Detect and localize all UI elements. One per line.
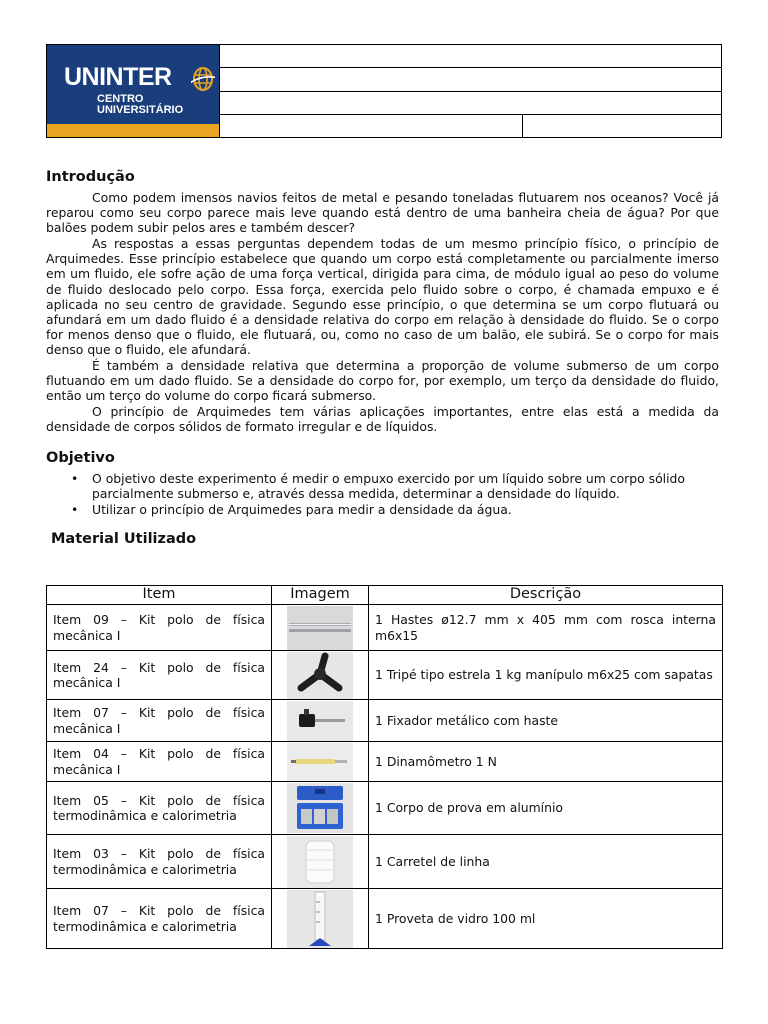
clamp-photo-icon [287, 701, 353, 741]
intro-title: Introdução [46, 169, 135, 185]
image-cell [272, 835, 369, 889]
header-field-3[interactable] [220, 92, 721, 115]
col-header-item: Item [47, 586, 272, 605]
intro-paragraph-3: É também a densidade relativa que determina a proporção de volume submerso de um corpo flutuando em um dado fluido. Se a densidade do corpo for, por exemplo, um terço da densidade do fluido, então um terço do volume do corpo ficará submerso. [46, 358, 719, 404]
item-cell: Item 05 – Kit polo de física termodinâmica e calorimetria [47, 782, 272, 835]
item-cell: Item 03 – Kit polo de física termodinâmica e calorimetria [47, 835, 272, 889]
description-cell: 1 Carretel de linha [369, 835, 723, 889]
image-cell [272, 700, 369, 742]
table-row [47, 700, 723, 742]
logo-sub-centro: CENTRO [97, 93, 144, 105]
description-cell: 1 Dinamômetro 1 N [369, 742, 723, 782]
table-row [47, 742, 723, 782]
header-table [46, 44, 722, 138]
uninter-logo [47, 45, 220, 137]
intro-paragraph-2: As respostas a essas perguntas dependem todas de um mesmo princípio físico, o princípio de Arquimedes. Esse princípio estabelece que quando um corpo está completamente ou parcialmente imerso em um fluido, ele sofre ação de uma força vertical, dirigida para cima, de módulo igual ao peso do volume de fluido deslocado pelo corpo. Essa força, exercida pelo fluido sobre o corpo, é chamada empuxo e é aplicada no seu centro de gravidade. Segundo esse princípio, o que determina se um corpo flutuará ou afundará em um dado fluido é a densidade relativa do corpo em relação à densidade do fluido. Se o corpo for menos denso que o fluido, ele flutuará, ou, como no caso de um balão, ele subirá. Se o corpo for mais denso que o fluido, ele afundará. [46, 236, 719, 358]
item-cell: Item 04 – Kit polo de física mecânica I [47, 742, 272, 782]
aluminum-box-photo-icon [287, 783, 353, 833]
description-cell: 1 Tripé tipo estrela 1 kg manípulo m6x25 com sapatas [369, 651, 723, 700]
objective-item: • Utilizar o princípio de Arquimedes para medir a densidade da água. [71, 502, 512, 518]
image-cell [272, 605, 369, 651]
globe-icon [191, 64, 215, 94]
image-cell [272, 889, 369, 949]
bullet-icon: • [71, 471, 79, 486]
description-cell: 1 Fixador metálico com haste [369, 700, 723, 742]
bullet-icon: • [71, 502, 79, 518]
logo-text: UNINTER [64, 63, 172, 91]
item-cell: Item 09 – Kit polo de física mecânica I [47, 605, 272, 651]
intro-paragraph-1: Como podem imensos navios feitos de metal e pesando toneladas flutuarem nos oceanos? Você já reparou como seu corpo parece mais leve quando está dentro de uma banheira cheia de água? Por que balões podem subir pelos ares e também descer? [46, 190, 719, 236]
thread-spool-photo-icon [287, 836, 353, 888]
header-field-4 [220, 115, 721, 137]
header-field-4a[interactable] [220, 115, 523, 137]
graduated-cylinder-photo-icon [287, 890, 353, 948]
header-field-1[interactable] [220, 45, 721, 68]
header-info-cells [220, 45, 721, 137]
image-cell [272, 651, 369, 700]
table-row [47, 651, 723, 700]
table-row [47, 835, 723, 889]
image-cell [272, 782, 369, 835]
item-cell: Item 07 – Kit polo de física termodinâmica e calorimetria [47, 889, 272, 949]
materials-table [46, 585, 723, 949]
item-cell: Item 07 – Kit polo de física mecânica I [47, 700, 272, 742]
description-cell: 1 Proveta de vidro 100 ml [369, 889, 723, 949]
objective-title: Objetivo [46, 450, 115, 466]
col-header-description: Descrição [369, 586, 723, 605]
intro-paragraph-4: O princípio de Arquimedes tem várias aplicações importantes, entre elas está a medida da densidade de corpos sólidos de formato irregular e de líquidos. [46, 404, 719, 435]
logo-sub-universitario: UNIVERSITÁRIO [97, 104, 184, 116]
objective-item: • O objetivo deste experimento é medir o empuxo exercido por um líquido sobre um corpo sólido parcialmente submerso e, através dessa medida, determinar a densidade do líquido. [71, 471, 686, 502]
materials-title: Material Utilizado [51, 531, 197, 547]
image-cell [272, 742, 369, 782]
table-header-row [47, 586, 723, 605]
col-header-image: Imagem [272, 586, 369, 605]
objective-list [46, 471, 719, 519]
table-row [47, 889, 723, 949]
tripod-photo-icon [287, 652, 353, 699]
item-cell: Item 24 – Kit polo de física mecânica I [47, 651, 272, 700]
description-cell: 1 Corpo de prova em alumínio [369, 782, 723, 835]
dynamometer-photo-icon [287, 743, 353, 781]
table-row [47, 605, 723, 651]
description-cell: 1 Hastes ø12.7 mm x 405 mm com rosca interna m6x15 [369, 605, 723, 651]
logo-gold-band [47, 124, 219, 137]
header-field-4b[interactable] [523, 115, 721, 137]
table-row [47, 782, 723, 835]
header-field-2[interactable] [220, 68, 721, 91]
rods-photo-icon [287, 606, 353, 650]
